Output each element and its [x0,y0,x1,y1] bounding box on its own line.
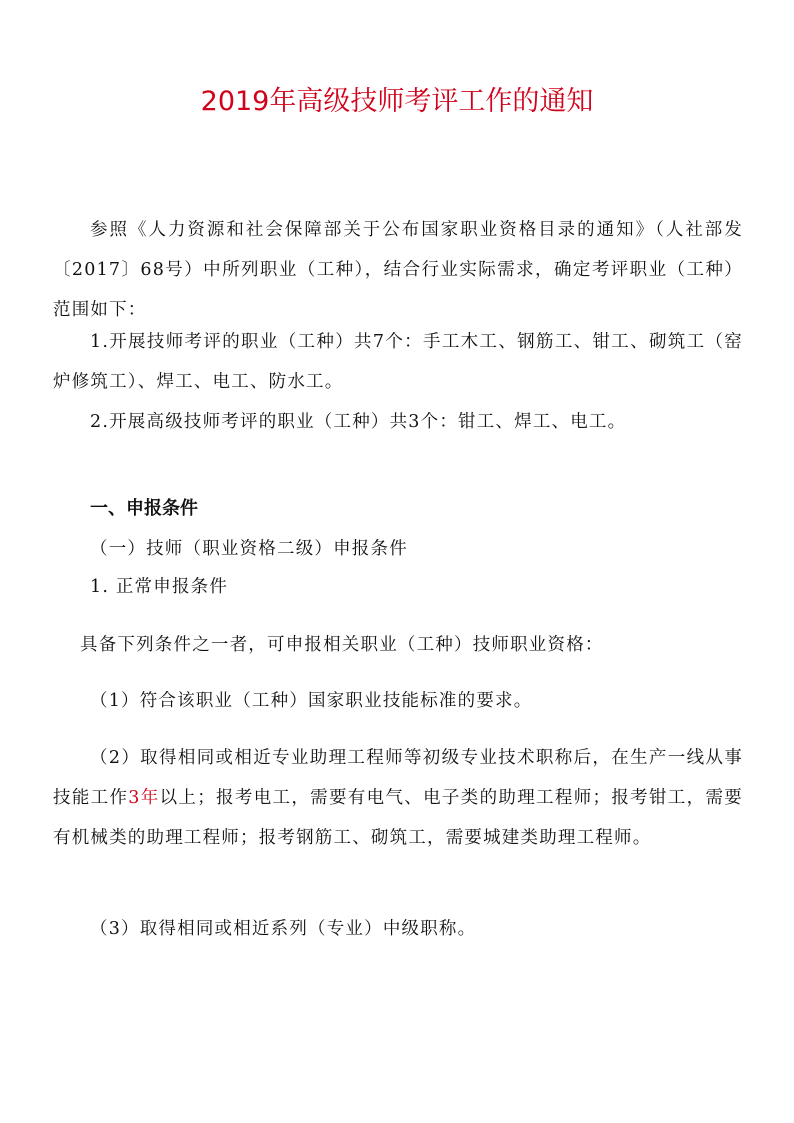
section-heading: 一、申报条件 [90,498,198,519]
subsection-heading: （一）技师（职业资格二级）申报条件 [90,539,408,559]
sub-item-heading: 1. 正常申报条件 [90,577,229,597]
condition-3: （3）取得相同或相近系列（专业）中级职称。 [90,919,477,939]
condition-2-text-before: （2）取得相同或相近专业助理工程师等初级专业技术职称后，在生产一线从事技能工作 [53,748,743,808]
document-title: 2019年高级技师考评工作的通知 [200,86,594,117]
list-item: 2.开展高级技师考评的职业（工种）共3个：钳工、焊工、电工。 [90,412,627,432]
conditions-intro: 具备下列条件之一者，可申报相关职业（工种）技师职业资格： [80,635,604,655]
list-item: 1.开展技师考评的职业（工种）共7个：手工木工、钢筋工、钳工、砌筑工（窑炉修筑工）、焊工、电工、防水工。 [53,332,743,392]
condition-2 [53,738,743,858]
intro-paragraph: 参照《人力资源和社会保障部关于公布国家职业资格目录的通知》（人社部发〔2017〕68号）中所列职业（工种），结合行业实际需求，确定考评职业（工种）范围如下： [53,220,743,320]
condition-2-text-after: 以上；报考电工，需要有电气、电子类的助理工程师；报考钳工，需要有机械类的助理工程师；报考钢筋工、砌筑工，需要城建类助理工程师。 [53,788,743,848]
condition-1: （1）符合该职业（工种）国家职业技能标准的要求。 [90,691,533,711]
condition-2-highlight: 3年 [128,788,160,808]
